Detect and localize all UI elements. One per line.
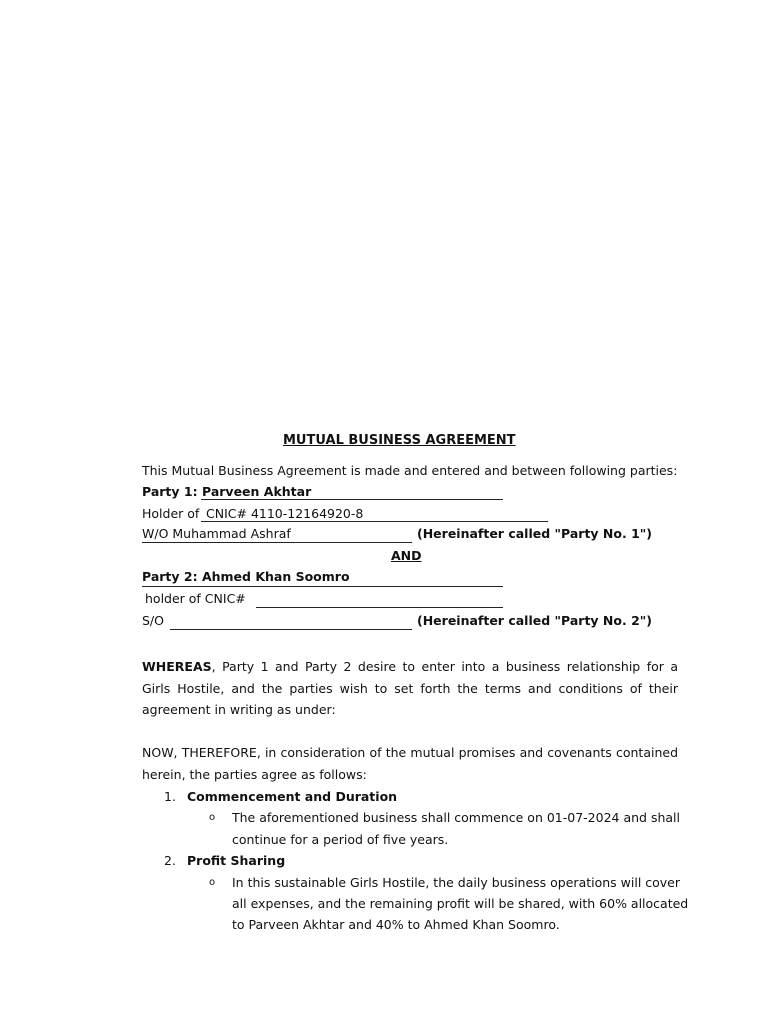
now-therefore-line-1: NOW, THEREFORE, in consideration of the mutual promises and covenants contained bbox=[142, 745, 678, 760]
whereas-lead: WHEREAS bbox=[142, 659, 212, 674]
party2-label: Party 2: Ahmed Khan Soomro bbox=[142, 569, 350, 584]
whereas-line-2: Girls Hostile, and the parties wish to set forth the terms and conditions of their bbox=[142, 680, 678, 696]
party1-cnic: CNIC# 4110-12164920-8 bbox=[206, 506, 364, 521]
whereas-line-3: agreement in writing as under: bbox=[142, 702, 336, 717]
whereas-paragraph bbox=[142, 656, 678, 721]
clause-1-line-2: continue for a period of five years. bbox=[232, 832, 449, 847]
clause-1-heading: Commencement and Duration bbox=[187, 789, 398, 804]
party2-cnic-underline bbox=[256, 607, 503, 608]
party1-relation: W/O Muhammad Ashraf bbox=[142, 526, 291, 541]
clause-2-line-3: to Parveen Akhtar and 40% to Ahmed Khan Soomro. bbox=[232, 917, 560, 932]
party2-holder-label: holder of CNIC# bbox=[145, 591, 246, 606]
clause-2-heading: Profit Sharing bbox=[187, 853, 286, 868]
clause-1-number: 1. bbox=[164, 789, 176, 804]
party2-name-underline bbox=[142, 586, 503, 587]
now-therefore-paragraph bbox=[142, 742, 678, 785]
party2-relation: S/O bbox=[142, 613, 164, 628]
party1-holder-label: Holder of bbox=[142, 506, 200, 521]
whereas-line-1: WHEREAS, Party 1 and Party 2 desire to enter into a business relationship for a bbox=[142, 659, 678, 674]
party1-cnic-underline bbox=[201, 521, 548, 522]
and-separator: AND bbox=[391, 548, 422, 563]
party1-name-underline bbox=[201, 499, 503, 500]
party2-relation-underline bbox=[170, 629, 412, 630]
clause-2-number: 2. bbox=[164, 853, 176, 868]
document-title: MUTUAL BUSINESS AGREEMENT bbox=[283, 433, 516, 448]
party1-name: Parveen Akhtar bbox=[202, 484, 312, 499]
clause-2-line-1: In this sustainable Girls Hostile, the daily business operations will cover bbox=[232, 875, 681, 890]
party1-label: Party 1: bbox=[142, 484, 198, 499]
clause-2-bullet-icon: o bbox=[209, 877, 216, 888]
party2-hereinafter: (Hereinafter called "Party No. 2") bbox=[417, 613, 652, 628]
party1-hereinafter: (Hereinafter called "Party No. 1") bbox=[417, 526, 652, 541]
clause-1-line-1: The aforementioned business shall commence on 01-07-2024 and shall bbox=[232, 810, 680, 825]
clause-2-line-2: all expenses, and the remaining profit will be shared, with 60% allocated bbox=[232, 896, 689, 911]
clause-1-bullet-icon: o bbox=[209, 812, 216, 823]
now-therefore-line-2: herein, the parties agree as follows: bbox=[142, 766, 367, 782]
intro-text: This Mutual Business Agreement is made and entered and between following parties: bbox=[142, 463, 678, 478]
party1-relation-underline bbox=[142, 542, 412, 543]
